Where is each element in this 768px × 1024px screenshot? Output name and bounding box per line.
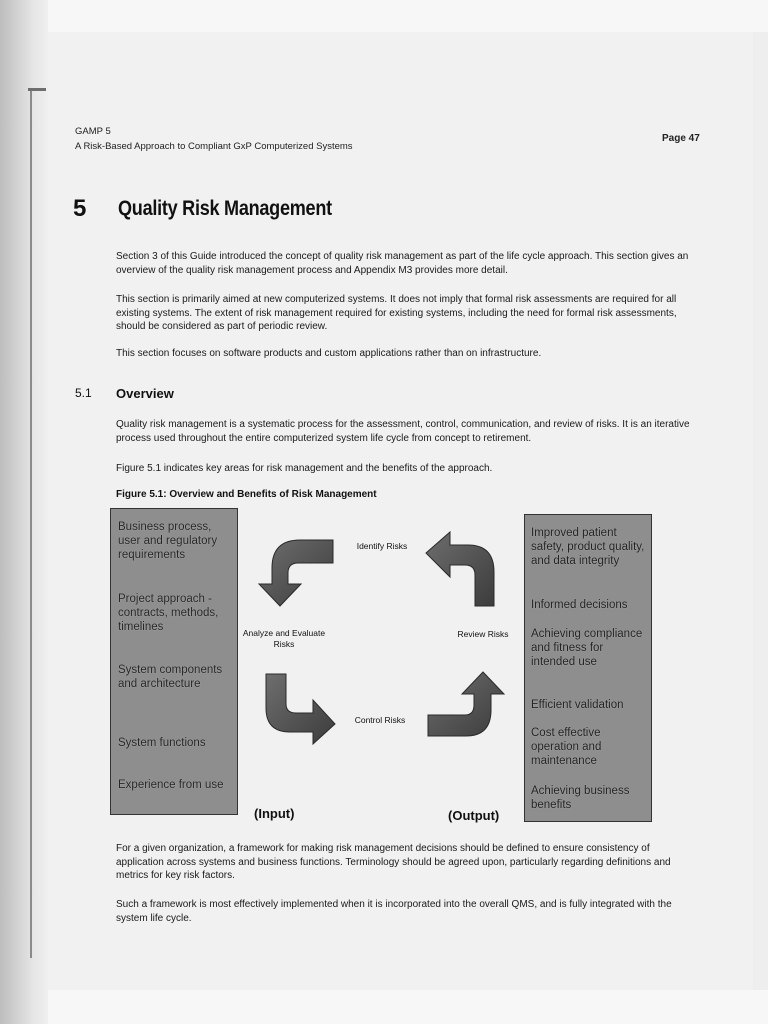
output-item: Improved patient safety, product quality, and data integrity	[531, 527, 645, 567]
overview-paragraph-1: Quality risk management is a systematic process for the assessment, control, communication, and review of risks. It is an iterative process used throughout the entire computerized system life cycle from concept to retirement.	[116, 419, 690, 444]
closing-paragraph-1: For a given organization, a framework for making risk management decisions should be defined to ensure consistency of application across systems and business functions. Terminology should be agreed upon, particularly regarding definitions and metrics for key risk factors.	[116, 843, 671, 881]
input-item: Project approach - contracts, methods, timelines	[118, 593, 219, 633]
overview-paragraph-2: Figure 5.1 indicates key areas for risk management and the benefits of the approach.	[116, 463, 493, 474]
output-label: (Output)	[448, 808, 500, 823]
output-item: Achieving business benefits	[531, 785, 630, 811]
intro-paragraph-2: This section is primarily aimed at new computerized systems. It does not imply that formal risk assessments are required for all existing systems. The extent of risk management required for existing systems, including the need for formal risk assessments, should be considered as part of periodic review.	[116, 294, 677, 332]
arrow-identify-to-analyze-icon	[259, 540, 333, 606]
arrow-analyze-to-control-icon	[266, 674, 335, 744]
section-title: Overview	[116, 386, 174, 401]
output-item: Cost effective operation and maintenance	[531, 727, 602, 767]
review-risks-label: Review Risks	[457, 629, 509, 639]
header-doc-subtitle: A Risk-Based Approach to Compliant GxP Computerized Systems	[75, 141, 353, 152]
output-item: Achieving compliance and fitness for intended use	[531, 628, 643, 668]
input-item: Business process, user and regulatory requirements	[118, 521, 218, 561]
identify-risks-label: Identify Risks	[356, 541, 408, 551]
arrow-control-to-review-icon	[428, 672, 504, 736]
control-risks-label: Control Risks	[354, 715, 406, 725]
section-number: 5.1	[75, 386, 92, 400]
chapter-title: Quality Risk Management	[118, 197, 332, 220]
intro-paragraph-1: Section 3 of this Guide introduced the concept of quality risk management as part of the life cycle approach. This section gives an overview of the quality risk management process and Appendix M3 provides more detail.	[116, 251, 689, 276]
header-doc-title: GAMP 5	[75, 126, 111, 137]
input-item: System components and architecture	[118, 664, 223, 690]
arrow-review-to-identify-icon	[426, 532, 494, 606]
chapter-number: 5	[73, 195, 87, 222]
input-label: (Input)	[254, 806, 295, 821]
output-item: Efficient validation	[531, 699, 624, 711]
analyze-risks-label: Analyze and Evaluate Risks	[242, 628, 326, 649]
input-item: Experience from use	[118, 779, 224, 791]
page-number: Page 47	[662, 133, 700, 144]
output-item: Informed decisions	[531, 599, 628, 611]
closing-paragraph-2: Such a framework is most effectively implemented when it is incorporated into the overall QMS, and is fully integrated with the system life cycle.	[116, 899, 672, 924]
figure-caption: Figure 5.1: Overview and Benefits of Risk Management	[116, 489, 377, 500]
input-item: System functions	[118, 737, 206, 749]
intro-paragraph-3: This section focuses on software products and custom applications rather than on infrastructure.	[116, 348, 542, 359]
